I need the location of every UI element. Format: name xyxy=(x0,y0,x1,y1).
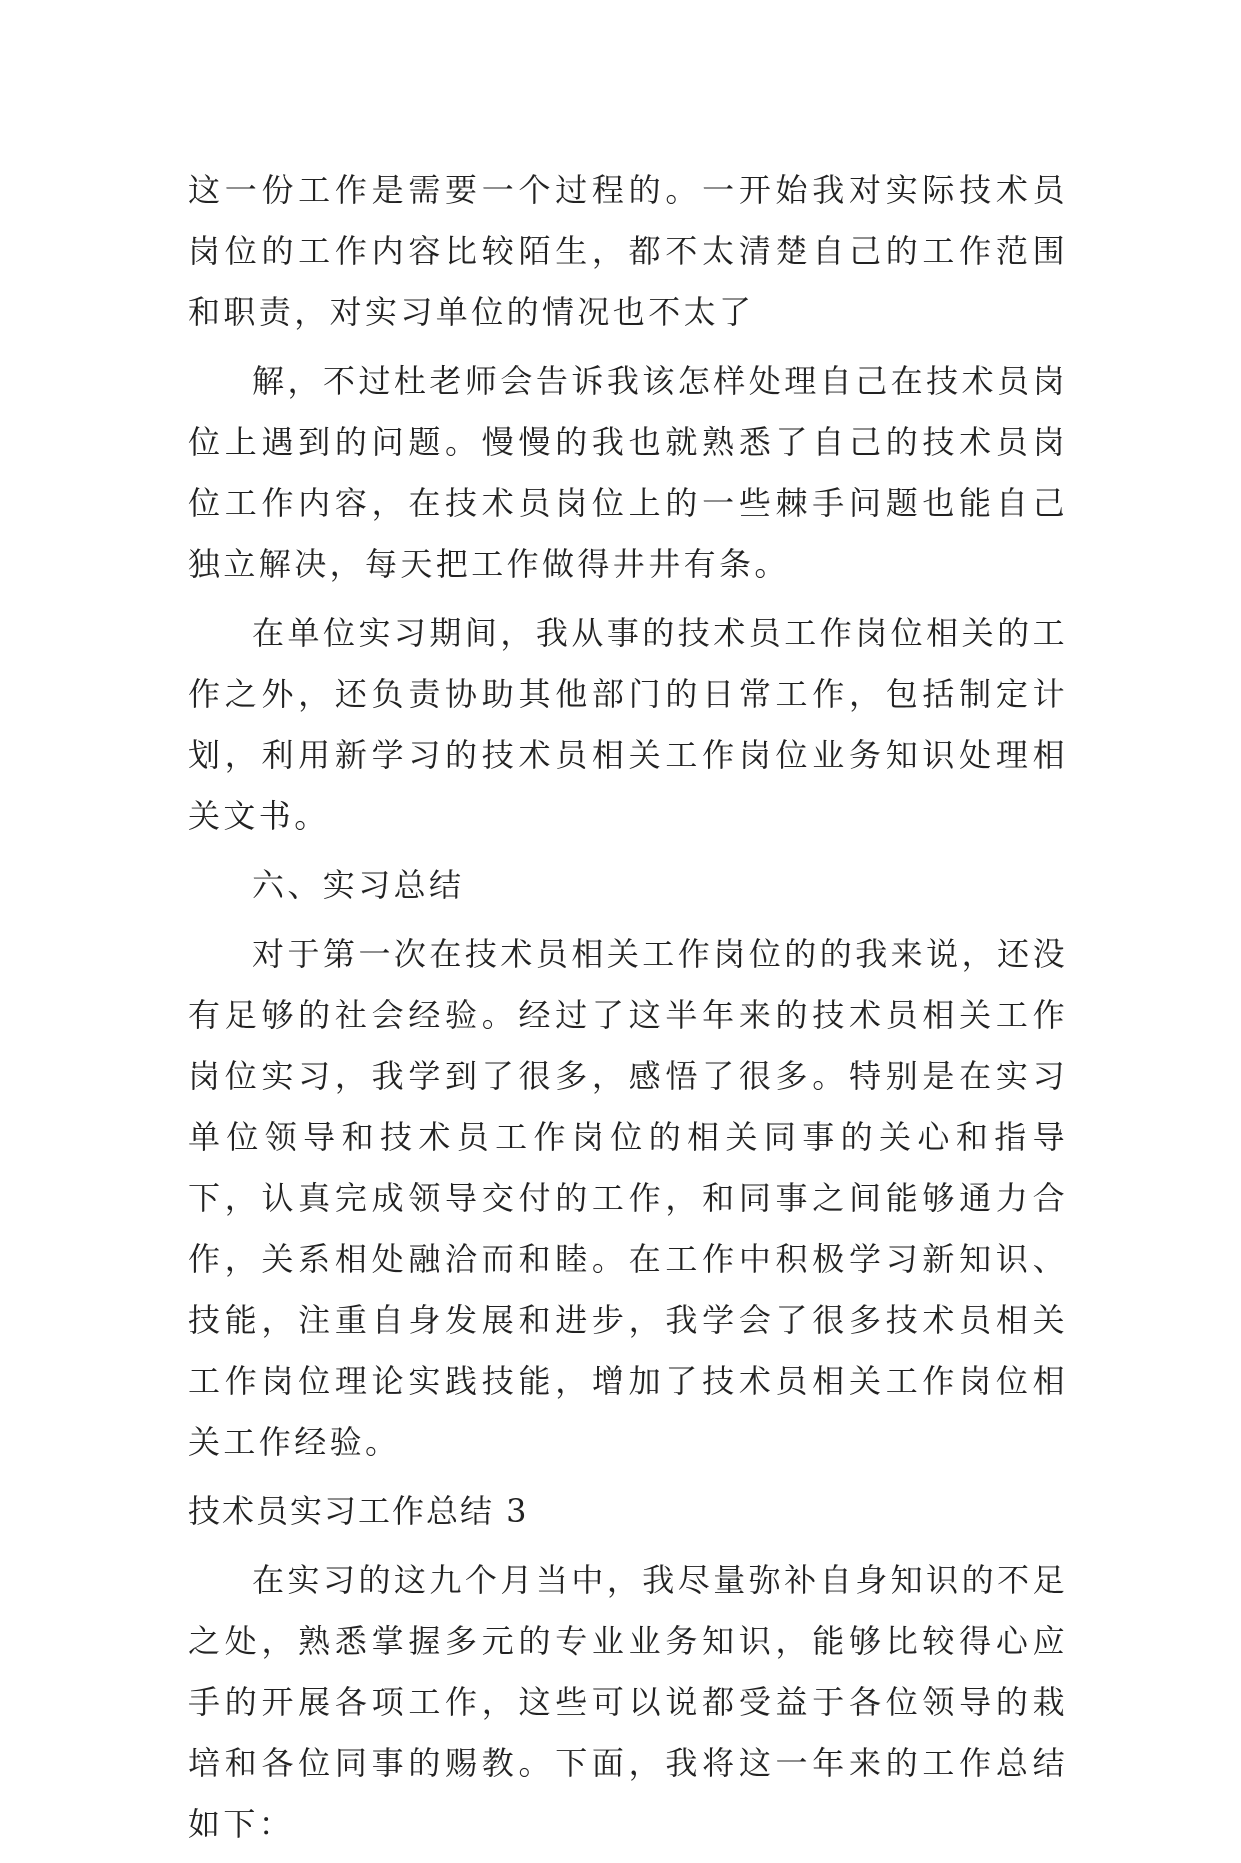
paragraph-unit-duties: 在单位实习期间，我从事的技术员工作岗位相关的工作之外，还负责协助其他部门的日常工作，包括制定计划，利用新学习的技术员相关工作岗位业务知识处理相关文书。 xyxy=(188,614,1068,835)
section-title-summary-3: 技术员实习工作总结 3 xyxy=(188,1492,529,1530)
document-body xyxy=(188,160,1068,1863)
paragraph-teacher-guidance: 解，不过杜老师会告诉我该怎样处理自己在技术员岗位上遇到的问题。慢慢的我也就熟悉了自己的技术员岗位工作内容，在技术员岗位上的一些棘手问题也能自己独立解决，每天把工作做得井井有条。 xyxy=(188,362,1068,583)
paragraph-work-process: 这一份工作是需要一个过程的。一开始我对实际技术员岗位的工作内容比较陌生，都不太清楚自己的工作范围和职责，对实习单位的情况也不太了 xyxy=(188,171,1068,331)
paragraph-nine-months: 在实习的这九个月当中，我尽量弥补自身知识的不足之处，熟悉掌握多元的专业业务知识，能够比较得心应手的开展各项工作，这些可以说都受益于各位领导的栽培和各位同事的赐教。下面，我将这一年来的工作总结如下： xyxy=(188,1561,1068,1843)
heading-internship-summary: 六、实习总结 xyxy=(252,866,465,904)
paragraph-summary: 对于第一次在技术员相关工作岗位的的我来说，还没有足够的社会经验。经过了这半年来的技术员相关工作岗位实习，我学到了很多，感悟了很多。特别是在实习单位领导和技术员工作岗位的相关同事的关心和指导下，认真完成领导交付的工作，和同事之间能够通力合作，关系相处融洽而和睦。在工作中积极学习新知识、技能，注重自身发展和进步，我学会了很多技术员相关工作岗位理论实践技能，增加了技术员相关工作岗位相关工作经验。 xyxy=(188,935,1068,1461)
